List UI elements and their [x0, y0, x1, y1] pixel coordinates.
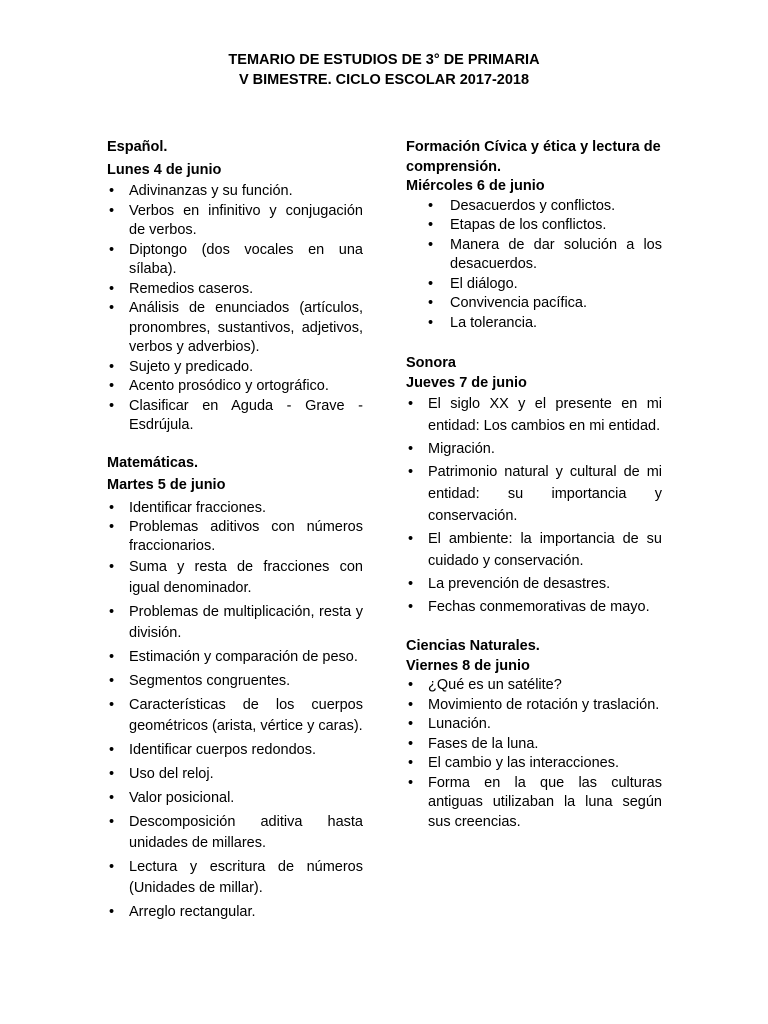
list-item: • Problemas de multiplicación, resta y división. [107, 602, 363, 644]
title-line-2: V BIMESTRE. CICLO ESCOLAR 2017-2018 [238, 72, 530, 88]
list-item: • Lectura y escritura de números (Unidades de millar). [107, 857, 363, 899]
list-item: • Sujeto y predicado. [107, 358, 363, 378]
topic-list-matematicas [107, 498, 363, 923]
title-line-1: TEMARIO DE ESTUDIOS DE 3° DE PRIMARIA [228, 52, 540, 68]
list-item: • Desacuerdos y conflictos. [406, 197, 662, 217]
topic-list-ciencias [406, 676, 662, 832]
list-item: • La prevención de desastres. [406, 573, 662, 595]
list-item: • Diptongo (dos vocales en una sílaba). [107, 241, 363, 280]
list-item: • Remedios caseros. [107, 280, 363, 300]
list-item: • Segmentos congruentes. [107, 671, 363, 692]
list-item: • Movimiento de rotación y traslación. [406, 696, 662, 716]
list-item: • Patrimonio natural y cultural de mi entidad: su importancia y conservación. [406, 461, 662, 527]
list-item: • Fechas conmemorativas de mayo. [406, 596, 662, 618]
list-item: • Fases de la luna. [406, 735, 662, 755]
list-item: • ¿Qué es un satélite? [406, 676, 662, 696]
section-title-matematicas: Matemáticas. [107, 454, 199, 471]
section-title-espanol: Español. [107, 139, 168, 155]
section-date-civica: Miércoles 6 de junio [406, 178, 545, 194]
list-item: • El cambio y las interacciones. [406, 754, 662, 774]
list-item: • Adivinanzas y su función. [107, 182, 363, 202]
list-item: • El ambiente: la importancia de su cuidado y conservación. [406, 528, 662, 572]
list-item: • Problemas aditivos con números fraccionarios. [107, 518, 363, 557]
section-matematicas [107, 454, 363, 923]
section-date-ciencias: Viernes 8 de junio [406, 657, 530, 674]
list-item: • Forma en la que las culturas antiguas utilizaban la luna según sus creencias. [406, 774, 662, 833]
list-item: • Acento prosódico y ortográfico. [107, 377, 363, 397]
list-item: • Manera de dar solución a los desacuerdos. [406, 236, 662, 275]
section-sonora [406, 354, 662, 618]
list-item: • Lunación. [406, 715, 662, 735]
section-title-civica: Formación Cívica y ética y lectura de comprensión. [406, 139, 661, 175]
list-item: • Identificar cuerpos redondos. [107, 740, 363, 761]
list-item: • Características de los cuerpos geométricos (arista, vértice y caras). [107, 695, 363, 737]
list-item: • Convivencia pacífica. [406, 294, 662, 314]
list-item: • Migración. [406, 438, 662, 460]
page-title [0, 50, 768, 90]
list-item: • Uso del reloj. [107, 764, 363, 785]
section-title-ciencias: Ciencias Naturales. [406, 638, 540, 654]
list-item: • Suma y resta de fracciones con igual denominador. [107, 557, 363, 599]
list-item: • El diálogo. [406, 275, 662, 295]
section-espanol [107, 138, 363, 436]
left-column [107, 138, 363, 940]
section-title-sonora: Sonora [406, 355, 456, 371]
topic-list-espanol [107, 182, 363, 436]
topic-list-civica [406, 197, 662, 334]
right-column [406, 138, 662, 849]
section-ciencias [406, 637, 662, 832]
list-item: • Clasificar en Aguda - Grave - Esdrújula. [107, 397, 363, 436]
list-item: • Verbos en infinitivo y conjugación de verbos. [107, 202, 363, 241]
section-civica [406, 138, 662, 333]
section-date-sonora: Jueves 7 de junio [406, 374, 527, 391]
list-item: • Arreglo rectangular. [107, 902, 363, 923]
list-item: • Estimación y comparación de peso. [107, 647, 363, 668]
list-item: • Identificar fracciones. [107, 498, 363, 518]
list-item: • El siglo XX y el presente en mi entidad: Los cambios en mi entidad. [406, 393, 662, 437]
list-item: • La tolerancia. [406, 314, 662, 334]
list-item: • Descomposición aditiva hasta unidades de millares. [107, 812, 363, 854]
list-item: • Etapas de los conflictos. [406, 216, 662, 236]
section-date-matematicas: Martes 5 de junio [107, 477, 226, 493]
topic-list-sonora [406, 393, 662, 618]
list-item: • Valor posicional. [107, 788, 363, 809]
list-item: • Análisis de enunciados (artículos, pronombres, sustantivos, adjetivos, verbos y adverbios). [107, 299, 363, 358]
section-date-espanol: Lunes 4 de junio [107, 161, 222, 178]
